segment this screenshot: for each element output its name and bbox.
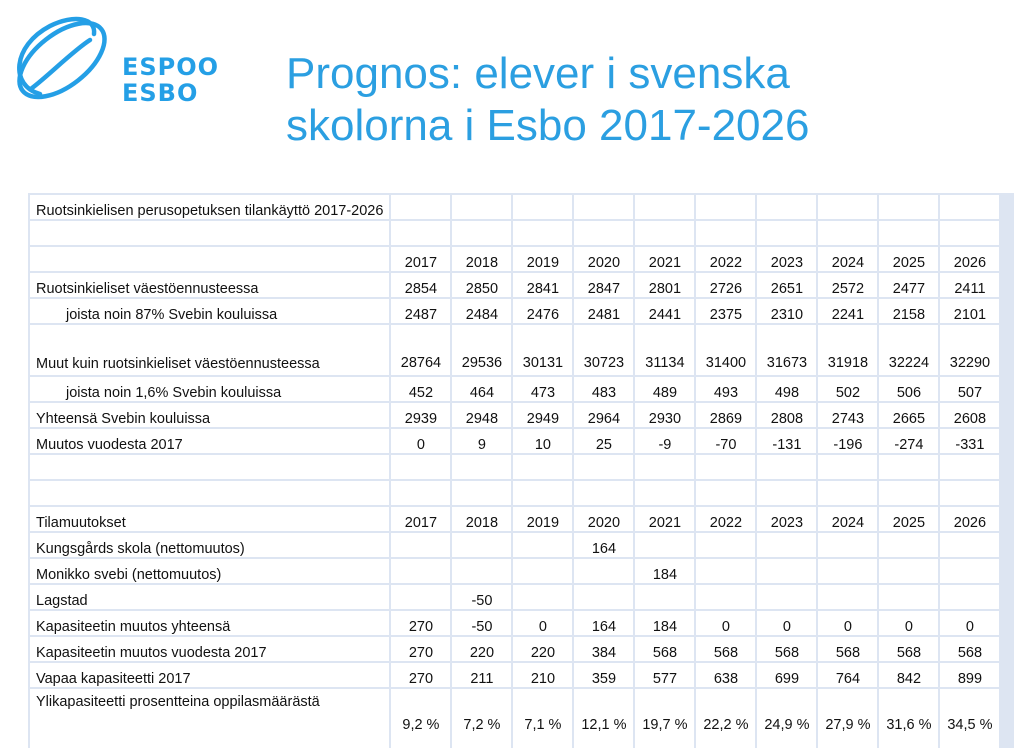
empty-cell (940, 455, 999, 479)
value-cell: 0 (879, 611, 938, 635)
value-cell: 2481 (574, 299, 633, 323)
year-header-cell: 2026 (940, 247, 999, 271)
value-cell: -50 (452, 585, 511, 609)
value-cell: 2477 (879, 273, 938, 297)
empty-cell (757, 455, 816, 479)
value-cell: 473 (513, 377, 572, 401)
value-cell: 2484 (452, 299, 511, 323)
empty-cell (879, 195, 938, 219)
value-cell (818, 585, 877, 609)
value-cell: 25 (574, 429, 633, 453)
value-cell (818, 533, 877, 557)
year-header-cell: 2022 (696, 247, 755, 271)
value-cell (818, 559, 877, 583)
value-cell: 568 (818, 637, 877, 661)
value-cell (635, 533, 694, 557)
value-cell: 10 (513, 429, 572, 453)
value-cell: 32224 (879, 325, 938, 375)
value-cell: 30723 (574, 325, 633, 375)
row-label: Lagstad (30, 585, 389, 609)
row-label: Kapasiteetin muutos vuodesta 2017 (30, 637, 389, 661)
row-label: Ruotsinkieliset väestöennusteessa (30, 273, 389, 297)
value-cell: 2847 (574, 273, 633, 297)
value-cell (574, 559, 633, 583)
value-cell (757, 559, 816, 583)
table-row (30, 533, 999, 557)
value-cell (879, 585, 938, 609)
value-cell: 2939 (391, 403, 450, 427)
capacity-table (28, 193, 1001, 748)
value-cell (696, 585, 755, 609)
value-cell: 32290 (940, 325, 999, 375)
blank-row (30, 481, 999, 505)
empty-cell (818, 195, 877, 219)
year-header-cell: 2024 (818, 247, 877, 271)
value-cell: 489 (635, 377, 694, 401)
table-body (30, 195, 999, 748)
empty-cell (391, 221, 450, 245)
table-row (30, 585, 999, 609)
table-row (30, 429, 999, 453)
value-cell: 568 (696, 637, 755, 661)
value-cell: 184 (635, 611, 694, 635)
value-cell: 2665 (879, 403, 938, 427)
value-cell: -196 (818, 429, 877, 453)
value-cell (452, 559, 511, 583)
value-cell: -274 (879, 429, 938, 453)
value-cell: 2476 (513, 299, 572, 323)
empty-cell (818, 481, 877, 505)
page-title-line-1: Prognos: elever i svenska (286, 49, 790, 98)
value-cell: 2801 (635, 273, 694, 297)
row-label: Monikko svebi (nettomuutos) (30, 559, 389, 583)
value-cell (635, 585, 694, 609)
table-row (30, 273, 999, 297)
value-cell (757, 585, 816, 609)
value-cell: -331 (940, 429, 999, 453)
blank-row (30, 221, 999, 245)
value-cell: 270 (391, 663, 450, 687)
value-cell: 27,9 % (818, 689, 877, 748)
table-row (30, 611, 999, 635)
empty-cell (757, 481, 816, 505)
year-header-cell: 2021 (635, 507, 694, 531)
empty-cell (391, 481, 450, 505)
empty-cell (940, 481, 999, 505)
value-cell: 19,7 % (635, 689, 694, 748)
empty-cell (879, 481, 938, 505)
row-label: Yhteensä Svebin kouluissa (30, 403, 389, 427)
year-header-cell: 2023 (757, 507, 816, 531)
value-cell: 12,1 % (574, 689, 633, 748)
year-header-cell: 2024 (818, 507, 877, 531)
row-label: joista noin 1,6% Svebin kouluissa (30, 377, 389, 401)
empty-cell (696, 221, 755, 245)
value-cell: 31,6 % (879, 689, 938, 748)
year-header-cell: 2017 (391, 247, 450, 271)
value-cell: 164 (574, 533, 633, 557)
value-cell: 220 (452, 637, 511, 661)
value-cell: 270 (391, 611, 450, 635)
spreadsheet-table (28, 193, 1014, 748)
value-cell (452, 533, 511, 557)
row-label: Kungsgårds skola (nettomuutos) (30, 533, 389, 557)
value-cell: 699 (757, 663, 816, 687)
value-cell (513, 559, 572, 583)
value-cell: -9 (635, 429, 694, 453)
value-cell: 0 (391, 429, 450, 453)
value-cell: 0 (696, 611, 755, 635)
row-label: joista noin 87% Svebin kouluissa (30, 299, 389, 323)
year-header-cell: 2026 (940, 507, 999, 531)
value-cell: 2869 (696, 403, 755, 427)
empty-cell (574, 455, 633, 479)
empty-cell (391, 455, 450, 479)
value-cell: 2101 (940, 299, 999, 323)
value-cell: 2726 (696, 273, 755, 297)
empty-cell (513, 221, 572, 245)
empty-cell (940, 195, 999, 219)
value-cell: 7,1 % (513, 689, 572, 748)
empty-cell (879, 221, 938, 245)
value-cell: 2651 (757, 273, 816, 297)
value-cell: 464 (452, 377, 511, 401)
value-cell: 31400 (696, 325, 755, 375)
empty-cell (452, 221, 511, 245)
year-header-cell: 2023 (757, 247, 816, 271)
value-cell: 0 (513, 611, 572, 635)
table-heading: Ruotsinkielisen perusopetuksen tilankäyttö 2017-2026 (30, 195, 389, 219)
empty-cell (513, 195, 572, 219)
value-cell: 29536 (452, 325, 511, 375)
value-cell: 9 (452, 429, 511, 453)
value-cell (513, 533, 572, 557)
value-cell: 2572 (818, 273, 877, 297)
empty-cell (513, 481, 572, 505)
value-cell: 164 (574, 611, 633, 635)
empty-cell (696, 481, 755, 505)
logo-text-esbo: ESBO (122, 79, 199, 107)
value-cell (696, 533, 755, 557)
value-cell: 2964 (574, 403, 633, 427)
empty-cell (452, 481, 511, 505)
value-cell: 2854 (391, 273, 450, 297)
value-cell: 34,5 % (940, 689, 999, 748)
value-cell: 498 (757, 377, 816, 401)
value-cell: -70 (696, 429, 755, 453)
value-cell (940, 559, 999, 583)
empty-cell (757, 195, 816, 219)
empty-cell (574, 481, 633, 505)
year-header-cell: 2021 (635, 247, 694, 271)
year-header-cell: 2017 (391, 507, 450, 531)
espoo-swirl-icon (4, 10, 124, 110)
row-label: Muut kuin ruotsinkieliset väestöennusteessa (30, 325, 389, 375)
value-cell: 493 (696, 377, 755, 401)
row-label: Muutos vuodesta 2017 (30, 429, 389, 453)
value-cell: 764 (818, 663, 877, 687)
value-cell: 568 (635, 637, 694, 661)
empty-cell (452, 455, 511, 479)
year-header-cell: 2020 (574, 247, 633, 271)
value-cell: 2948 (452, 403, 511, 427)
empty-cell (30, 221, 389, 245)
empty-cell (30, 247, 389, 271)
empty-cell (574, 195, 633, 219)
empty-cell (696, 455, 755, 479)
value-cell: 24,9 % (757, 689, 816, 748)
value-cell: 7,2 % (452, 689, 511, 748)
value-cell: 502 (818, 377, 877, 401)
page-title-line-2: skolorna i Esbo 2017-2026 (286, 101, 810, 150)
empty-cell (635, 221, 694, 245)
value-cell (391, 585, 450, 609)
value-cell: 2441 (635, 299, 694, 323)
value-cell: 2158 (879, 299, 938, 323)
value-cell: 211 (452, 663, 511, 687)
value-cell: 577 (635, 663, 694, 687)
value-cell: -131 (757, 429, 816, 453)
value-cell (391, 559, 450, 583)
table-row (30, 325, 999, 375)
year-header-cell: 2019 (513, 507, 572, 531)
value-cell: 31918 (818, 325, 877, 375)
value-cell: 2487 (391, 299, 450, 323)
value-cell: 2850 (452, 273, 511, 297)
value-cell: 2841 (513, 273, 572, 297)
table-row (30, 663, 999, 687)
value-cell: 2608 (940, 403, 999, 427)
table-row (30, 377, 999, 401)
value-cell: 568 (757, 637, 816, 661)
year-header-cell: 2018 (452, 507, 511, 531)
empty-cell (391, 195, 450, 219)
year-header-row (30, 247, 999, 271)
table-row (30, 559, 999, 583)
table-heading-row (30, 195, 999, 219)
value-cell (879, 559, 938, 583)
year-header-cell: 2025 (879, 247, 938, 271)
value-cell: 2808 (757, 403, 816, 427)
value-cell: 483 (574, 377, 633, 401)
page-title (286, 48, 1006, 152)
value-cell: 842 (879, 663, 938, 687)
value-cell: 220 (513, 637, 572, 661)
value-cell: 2310 (757, 299, 816, 323)
logo-text-espoo: ESPOO (122, 53, 220, 81)
empty-cell (635, 481, 694, 505)
blank-row (30, 455, 999, 479)
espoo-logo (4, 10, 224, 130)
empty-cell (818, 221, 877, 245)
value-cell: 31134 (635, 325, 694, 375)
value-cell (696, 559, 755, 583)
value-cell: 270 (391, 637, 450, 661)
year-header-cell: 2022 (696, 507, 755, 531)
empty-cell (452, 195, 511, 219)
table-row (30, 637, 999, 661)
value-cell: 2375 (696, 299, 755, 323)
value-cell (940, 533, 999, 557)
value-cell: 2241 (818, 299, 877, 323)
value-cell: 28764 (391, 325, 450, 375)
value-cell (879, 533, 938, 557)
empty-cell (30, 481, 389, 505)
empty-cell (818, 455, 877, 479)
empty-cell (757, 221, 816, 245)
value-cell: 30131 (513, 325, 572, 375)
value-cell: 384 (574, 637, 633, 661)
empty-cell (879, 455, 938, 479)
year-header-cell: 2019 (513, 247, 572, 271)
value-cell: 507 (940, 377, 999, 401)
value-cell (513, 585, 572, 609)
value-cell: 568 (940, 637, 999, 661)
value-cell: 2411 (940, 273, 999, 297)
empty-cell (696, 195, 755, 219)
row-label: Ylikapasiteetti prosentteina oppilasmäärästä (30, 689, 389, 748)
value-cell: 2743 (818, 403, 877, 427)
empty-cell (513, 455, 572, 479)
row-label: Kapasiteetin muutos yhteensä (30, 611, 389, 635)
empty-cell (940, 221, 999, 245)
value-cell: 2949 (513, 403, 572, 427)
value-cell: 31673 (757, 325, 816, 375)
value-cell: 899 (940, 663, 999, 687)
value-cell: 2930 (635, 403, 694, 427)
value-cell: 359 (574, 663, 633, 687)
value-cell (391, 533, 450, 557)
table-row (30, 689, 999, 748)
value-cell: 452 (391, 377, 450, 401)
table-row (30, 299, 999, 323)
value-cell (940, 585, 999, 609)
empty-cell (635, 455, 694, 479)
year-header-cell: 2018 (452, 247, 511, 271)
empty-cell (30, 455, 389, 479)
value-cell (574, 585, 633, 609)
value-cell: 568 (879, 637, 938, 661)
value-cell: 9,2 % (391, 689, 450, 748)
row-label: Vapaa kapasiteetti 2017 (30, 663, 389, 687)
year-header-cell: 2025 (879, 507, 938, 531)
value-cell: 184 (635, 559, 694, 583)
table-row (30, 403, 999, 427)
value-cell: 0 (940, 611, 999, 635)
empty-cell (635, 195, 694, 219)
section-label: Tilamuutokset (30, 507, 389, 531)
value-cell: 22,2 % (696, 689, 755, 748)
value-cell: 0 (757, 611, 816, 635)
value-cell: 638 (696, 663, 755, 687)
value-cell: 210 (513, 663, 572, 687)
value-cell: 506 (879, 377, 938, 401)
value-cell: 0 (818, 611, 877, 635)
value-cell: -50 (452, 611, 511, 635)
value-cell (757, 533, 816, 557)
section-header-row (30, 507, 999, 531)
empty-cell (574, 221, 633, 245)
year-header-cell: 2020 (574, 507, 633, 531)
